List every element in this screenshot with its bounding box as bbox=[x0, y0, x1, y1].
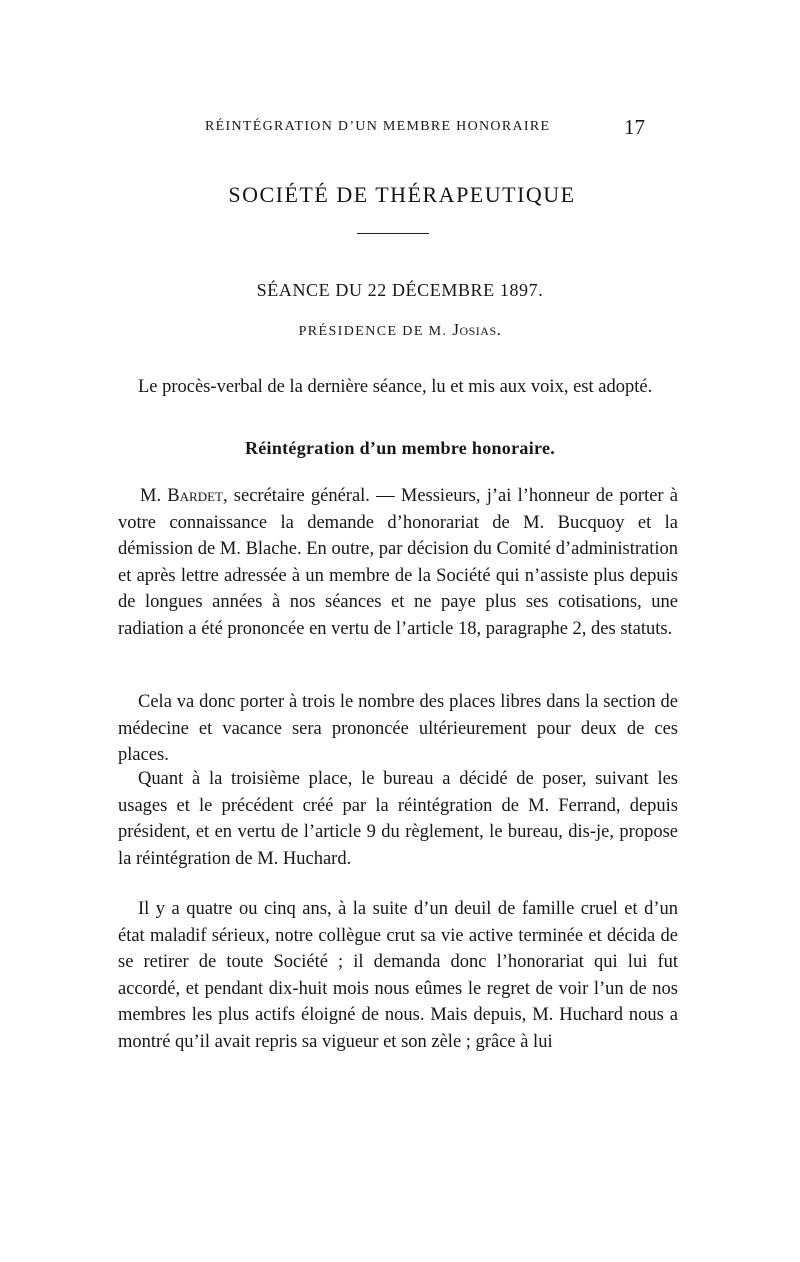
session-heading: SÉANCE DU 22 DÉCEMBRE 1897. bbox=[256, 280, 544, 300]
paragraph-third-place: Quant à la troisième place, le bureau a décidé de poser, suivant les usages et le précédent créé par la réintégration de M. Ferrand, depuis président, et en vertu de l’article 9 du règlement, le bureau, dis-je, propose la réintégration de M. Huchard. bbox=[118, 769, 678, 869]
title-divider bbox=[357, 233, 429, 234]
presidency-label: PRÉSIDENCE DE M. bbox=[298, 324, 448, 339]
running-header bbox=[0, 115, 800, 139]
paragraph-body: , secrétaire général. — Messieurs, j’ai l’honneur de porter à votre connaissance la demande d’honorariat de M. Bucquoy et la démission de M. Blache. En outre, par décision du Comité d’administration et après lettre adressée à un membre de la Société qui n’assiste plus depuis de longues années à nos séances et ne paye plus ses cotisations, une radiation a été prononcée en vertu de l’article 18, paragraphe 2, des statuts. bbox=[118, 486, 679, 639]
section-heading: Réintégration d’un membre honoraire. bbox=[244, 438, 556, 458]
society-title: SOCIÉTÉ DE THÉRAPEUTIQUE bbox=[228, 182, 576, 207]
paragraph-bardet bbox=[118, 483, 678, 642]
minutes-paragraph: Le procès-verbal de la dernière séance, lu et mis aux voix, est adopté. bbox=[138, 377, 653, 397]
speaker-name: Bardet bbox=[167, 486, 223, 506]
speaker-prefix: M. bbox=[140, 486, 162, 506]
paragraph-places: Cela va donc porter à trois le nombre des places libres dans la section de médecine et vacance sera prononcée ultérieurement pour deux de ces places. bbox=[118, 692, 678, 765]
paragraph-huchard: Il y a quatre ou cinq ans, à la suite d’un deuil de famille cruel et d’un état maladif sérieux, notre collègue crut sa vie active terminée et décida de se retirer de toute Société ; il demanda donc l’honorariat qui lui fut accordé, et pendant dix-huit mois nous eûmes le regret de voir l’un de nos membres les plus actifs éloigné de nous. Mais depuis, M. Huchard nous a montré qu’il avait repris sa vigueur et son zèle ; grâce à lui bbox=[118, 899, 678, 1052]
presidency-line bbox=[0, 320, 800, 340]
page-number: 17 bbox=[624, 115, 645, 139]
running-title: RÉINTÉGRATION D’UN MEMBRE HONORAIRE bbox=[205, 119, 551, 134]
president-name: Josias. bbox=[452, 320, 502, 339]
